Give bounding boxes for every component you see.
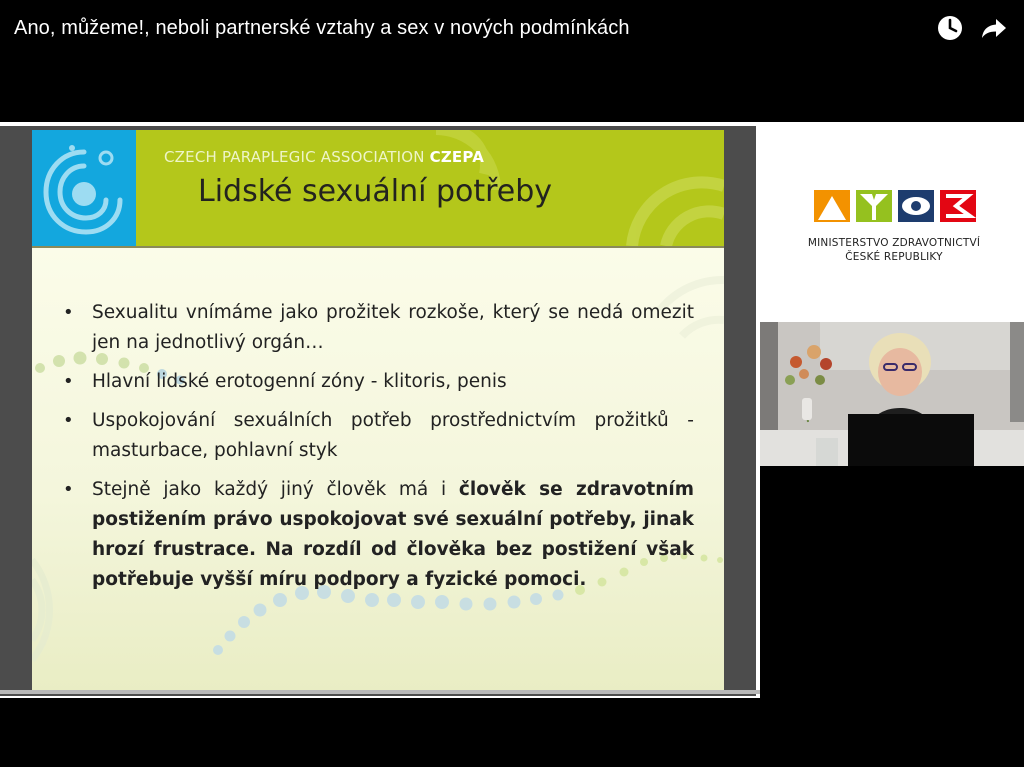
organization-name-prefix: CZECH PARAPLEGIC ASSOCIATION bbox=[164, 148, 425, 166]
webcam-black-area bbox=[760, 466, 1024, 698]
czepa-logo bbox=[32, 130, 136, 246]
slide-header bbox=[136, 130, 724, 246]
video-player[interactable] bbox=[0, 122, 1024, 698]
presentation-slide bbox=[32, 130, 724, 692]
ministry-name-line1: MINISTERSTVO ZDRAVOTNICTVÍ bbox=[807, 237, 981, 249]
bullet-item bbox=[60, 475, 694, 595]
ministry-logo-icon bbox=[814, 188, 978, 224]
slide-title: Lidské sexuální potřeby bbox=[198, 174, 553, 209]
bullet-item: • Sexualitu vnímáme jako prožitek rozkoše, který se nedá omezit jen na jednotlivý orgán… bbox=[60, 298, 694, 358]
bullet-bold-text: člověk se zdravotním postižením právo uspokojovat své sexuální potřeby, jinak hrozí frustrace. Na rozdíl od člověka bez postižení však potřebuje vyšší míru podpory a fyzické pomoci. bbox=[92, 479, 695, 590]
bullet-item: • Hlavní lidské erotogenní zóny - klitoris, penis bbox=[60, 367, 694, 397]
clock-icon[interactable] bbox=[935, 13, 965, 43]
ministry-name-line2: ČESKÉ REPUBLIKY bbox=[845, 251, 943, 263]
bullet-item: • Uspokojování sexuálních potřeb prostřednictvím prožitků - masturbace, pohlavní styk bbox=[60, 406, 694, 466]
video-bottom-bar bbox=[0, 698, 1024, 767]
speaker-webcam-image bbox=[760, 322, 1024, 466]
video-top-bar bbox=[0, 0, 1024, 58]
share-arrow-icon[interactable] bbox=[979, 13, 1009, 43]
speaker-webcam bbox=[760, 322, 1024, 466]
bullet-plain-text: Stejně jako každý jiný člověk má i bbox=[92, 479, 447, 500]
header-divider bbox=[32, 246, 724, 248]
video-title[interactable]: Ano, můžeme!, neboli partnerské vztahy a sex v nových podmínkách bbox=[14, 17, 630, 39]
spiral-logo-icon bbox=[32, 130, 136, 246]
presentation-slide-frame bbox=[0, 126, 756, 696]
ministry-name bbox=[780, 236, 1008, 264]
slide-bullet-list bbox=[60, 298, 694, 604]
organization-name bbox=[164, 148, 484, 166]
ministry-panel bbox=[756, 122, 1024, 322]
organization-acronym: CZEPA bbox=[429, 148, 484, 166]
